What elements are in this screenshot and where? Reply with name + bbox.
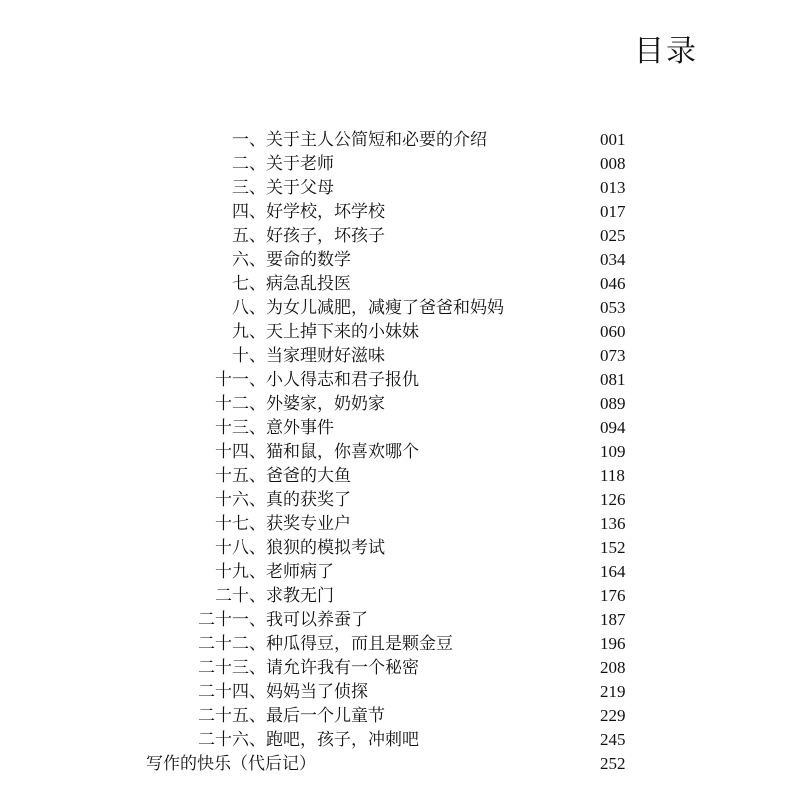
toc-entry-page: 208 — [600, 658, 626, 677]
toc-entry — [146, 176, 646, 200]
table-of-contents — [146, 128, 646, 776]
toc-entry — [146, 632, 646, 656]
toc-entry — [146, 440, 646, 464]
toc-entry-page: 060 — [600, 322, 626, 341]
toc-entry — [146, 128, 646, 152]
toc-entry — [146, 344, 646, 368]
toc-entry-title: 小人得志和君子报仇 — [266, 370, 419, 390]
toc-entry-number: 五、 — [232, 226, 266, 246]
toc-entry-number: 十六、 — [215, 490, 266, 510]
toc-entry-number: 十八、 — [215, 538, 266, 558]
toc-entry — [146, 704, 646, 728]
toc-entry-number: 十九、 — [215, 562, 266, 582]
toc-entry-title: 病急乱投医 — [266, 274, 351, 294]
toc-entry-number: 十二、 — [215, 394, 266, 414]
toc-entry-number: 一、 — [232, 130, 266, 150]
toc-entry — [146, 512, 646, 536]
toc-entry — [146, 584, 646, 608]
page-title: 目录 — [634, 34, 698, 69]
toc-entry-title: 真的获奖了 — [266, 490, 351, 510]
toc-entry-page: 187 — [600, 610, 626, 629]
toc-entry-title: 意外事件 — [266, 418, 334, 438]
toc-entry — [146, 488, 646, 512]
toc-entry-number: 十一、 — [215, 370, 266, 390]
toc-entry-title: 我可以养蚕了 — [266, 610, 368, 630]
toc-entry-page: 025 — [600, 226, 626, 245]
toc-entry-number: 十三、 — [215, 418, 266, 438]
toc-entry — [146, 656, 646, 680]
toc-entry — [146, 536, 646, 560]
toc-entry-page: 034 — [600, 250, 626, 269]
toc-entry-number: 九、 — [232, 322, 266, 342]
toc-entry-number: 十、 — [232, 346, 266, 366]
toc-entry — [146, 224, 646, 248]
toc-entry-title: 外婆家，奶奶家 — [266, 394, 385, 414]
toc-entry-number: 六、 — [232, 250, 266, 270]
toc-entry-number: 三、 — [232, 178, 266, 198]
toc-entry-title: 猫和鼠，你喜欢哪个 — [266, 442, 419, 462]
toc-entry-page: 229 — [600, 706, 626, 725]
toc-entry-title: 种瓜得豆，而且是颗金豆 — [266, 634, 453, 654]
toc-entry-afterword — [146, 752, 646, 776]
toc-entry — [146, 296, 646, 320]
toc-entry-number: 二十三、 — [198, 658, 266, 678]
toc-entry-page: 245 — [600, 730, 626, 749]
toc-entry-title: 当家理财好滋味 — [266, 346, 385, 366]
toc-entry-number: 二十五、 — [198, 706, 266, 726]
toc-entry-page: 176 — [600, 586, 626, 605]
toc-entry-title: 爸爸的大鱼 — [266, 466, 351, 486]
toc-entry — [146, 248, 646, 272]
toc-entry — [146, 392, 646, 416]
toc-entry — [146, 680, 646, 704]
toc-entry-page: 109 — [600, 442, 626, 461]
toc-entry-title: 好学校，坏学校 — [266, 202, 385, 222]
toc-entry-page: 252 — [600, 754, 626, 773]
toc-entry-page: 008 — [600, 154, 626, 173]
toc-entry-title: 天上掉下来的小妹妹 — [266, 322, 419, 342]
toc-entry — [146, 200, 646, 224]
toc-entry-number: 十四、 — [215, 442, 266, 462]
toc-entry-title: 请允许我有一个秘密 — [266, 658, 419, 678]
toc-entry-page: 089 — [600, 394, 626, 413]
toc-entry-page: 017 — [600, 202, 626, 221]
toc-entry-title: 关于父母 — [266, 178, 334, 198]
toc-entry-number: 二十四、 — [198, 682, 266, 702]
toc-entry — [146, 560, 646, 584]
toc-entry-number: 二十二、 — [198, 634, 266, 654]
toc-entry-title: 老师病了 — [266, 562, 334, 582]
toc-entry-title: 关于老师 — [266, 154, 334, 174]
toc-entry-number: 二十六、 — [198, 730, 266, 750]
toc-entry-page: 219 — [600, 682, 626, 701]
toc-entry-number: 二十、 — [215, 586, 266, 606]
toc-entry-title: 写作的快乐（代后记） — [146, 754, 316, 774]
toc-entry — [146, 272, 646, 296]
toc-entry-page: 196 — [600, 634, 626, 653]
toc-entry — [146, 320, 646, 344]
toc-entry-title: 好孩子，坏孩子 — [266, 226, 385, 246]
toc-entry-title: 为女儿减肥，减瘦了爸爸和妈妈 — [266, 298, 504, 318]
toc-entry-number: 八、 — [232, 298, 266, 318]
toc-entry-number: 十七、 — [215, 514, 266, 534]
toc-entry-title: 要命的数学 — [266, 250, 351, 270]
toc-entry-title: 跑吧，孩子，冲刺吧 — [266, 730, 419, 750]
toc-entry — [146, 368, 646, 392]
toc-entry-page: 126 — [600, 490, 626, 509]
toc-entry-page: 046 — [600, 274, 626, 293]
toc-entry-page: 013 — [600, 178, 626, 197]
toc-entry — [146, 464, 646, 488]
toc-entry-page: 053 — [600, 298, 626, 317]
toc-entry — [146, 152, 646, 176]
toc-entry — [146, 728, 646, 752]
toc-entry-page: 094 — [600, 418, 626, 437]
toc-entry-title: 狼狈的模拟考试 — [266, 538, 385, 558]
toc-entry-title: 最后一个儿童节 — [266, 706, 385, 726]
toc-entry-number: 十五、 — [215, 466, 266, 486]
toc-entry-page: 136 — [600, 514, 626, 533]
toc-entry-number: 七、 — [232, 274, 266, 294]
toc-entry — [146, 608, 646, 632]
toc-entry-page: 118 — [600, 466, 625, 485]
toc-entry-page: 081 — [600, 370, 626, 389]
toc-entry-number: 二十一、 — [198, 610, 266, 630]
toc-entry-title: 求教无门 — [266, 586, 334, 606]
toc-entry-page: 164 — [600, 562, 626, 581]
toc-entry-number: 四、 — [232, 202, 266, 222]
toc-entry-page: 073 — [600, 346, 626, 365]
toc-entry-title: 妈妈当了侦探 — [266, 682, 368, 702]
toc-entry-title: 关于主人公简短和必要的介绍 — [266, 130, 487, 150]
toc-entry-page: 152 — [600, 538, 626, 557]
toc-entry-title: 获奖专业户 — [266, 514, 351, 534]
toc-entry-number: 二、 — [232, 154, 266, 174]
toc-entry-page: 001 — [600, 130, 626, 149]
toc-entry — [146, 416, 646, 440]
